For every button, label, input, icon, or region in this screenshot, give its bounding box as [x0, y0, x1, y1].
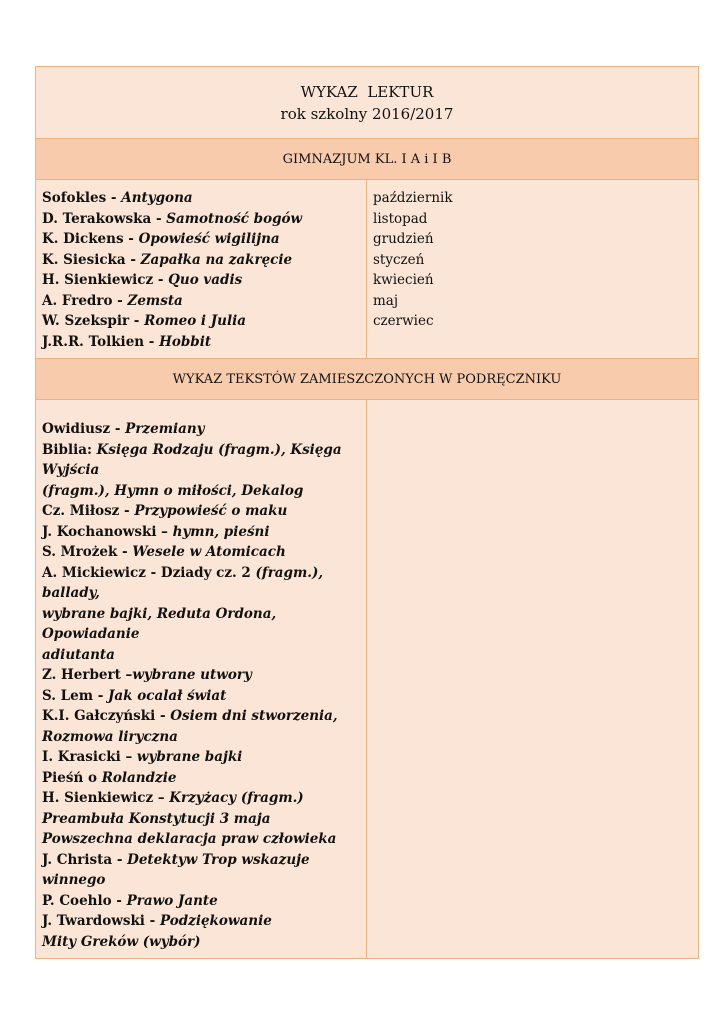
list-item [42, 706, 360, 727]
work-title: (fragm.), Hymn o miłości, Dekalog [42, 482, 304, 499]
document-title: WYKAZ LEKTUR [300, 82, 434, 101]
textbook-row [36, 400, 698, 958]
work-title: Romeo i Julia [144, 313, 246, 329]
work-title: Krzyżacy (fragm.) [169, 790, 304, 806]
work-title: Mity Greków (wybór) [42, 933, 201, 950]
school-year: rok szkolny 2016/2017 [280, 104, 454, 123]
work-title: Przemiany [125, 421, 205, 437]
title-block [36, 67, 698, 139]
author: H. Sienkiewicz – [42, 790, 170, 806]
list-item [42, 209, 360, 230]
list-item [42, 768, 360, 789]
author: Owidiusz - [42, 421, 126, 437]
readings-list [36, 180, 367, 358]
author: J.R.R. Tolkien - [42, 333, 160, 350]
list-item [42, 332, 360, 353]
work-title: adiutanta [42, 646, 115, 663]
list-item [42, 542, 360, 563]
work-title: Rozmowa liryczna [42, 728, 178, 745]
list-item [42, 850, 360, 891]
author: K. Dickens - [42, 231, 139, 247]
list-item [42, 291, 360, 312]
author: K. Siesicka - [42, 251, 141, 268]
author: Biblia: [42, 441, 97, 458]
work-title: Księga Rodzaju (fragm.), Księga Wyjścia [42, 441, 342, 478]
work-title: Powszechna deklaracja praw człowieka [42, 831, 337, 847]
month-item: maj [373, 292, 399, 309]
author: S. Mrożek - [42, 544, 133, 560]
month-item: październik [373, 190, 453, 206]
list-item [42, 829, 360, 850]
list-item [42, 311, 360, 332]
list-item [42, 788, 360, 809]
list-item [42, 747, 360, 768]
month-item: styczeń [373, 251, 425, 268]
work-title: (fragm.), ballady, [42, 564, 324, 601]
list-item [42, 481, 360, 502]
work-title: Samotność bogów [166, 210, 303, 227]
list-item [42, 501, 360, 522]
work-title: wybrane bajki [136, 749, 243, 765]
list-item [42, 440, 360, 481]
month-item: listopad [373, 210, 428, 227]
work-title: Quo vadis [168, 272, 243, 288]
textbook-heading: WYKAZ TEKSTÓW ZAMIESZCZONYCH W PODRĘCZNIKU [36, 359, 698, 400]
author: S. Lem - [42, 687, 109, 704]
author: J. Twardowski - [42, 913, 160, 929]
author: Z. Herbert – [42, 667, 133, 683]
work-title: Osiem dni stworzenia, [170, 708, 338, 724]
author: Pieśń o [42, 769, 102, 786]
work-title: wybrane utwory [132, 667, 252, 683]
list-item [42, 645, 360, 666]
readings-row [36, 180, 698, 359]
class-heading: GIMNAZJUM KL. I A i I B [36, 139, 698, 180]
month-item: kwiecień [373, 272, 434, 288]
author: J. Kochanowski – [42, 523, 173, 540]
list-item [42, 665, 360, 686]
textbook-list [36, 400, 367, 958]
month-item: grudzień [373, 231, 434, 247]
author: A. Fredro - [42, 292, 128, 309]
work-title: Wesele w Atomicach [132, 544, 286, 560]
list-item [42, 891, 360, 912]
list-item [42, 419, 360, 440]
list-item [42, 563, 360, 604]
work-title: Prawo Jante [126, 892, 218, 909]
work-title: Rolandzie [101, 769, 177, 786]
work-title: Zapałka na zakręcie [140, 251, 293, 268]
list-item [42, 911, 360, 932]
work-title: Jak ocalał świat [108, 687, 227, 704]
work-title: Hobbit [159, 333, 212, 350]
list-item [42, 686, 360, 707]
work-title: Preambuła Konstytucji 3 maja [42, 810, 271, 827]
work-title: Antygona [121, 190, 193, 206]
months-list [367, 180, 698, 358]
work-title: Podziękowanie [159, 913, 272, 929]
list-item [42, 229, 360, 250]
list-item [42, 932, 360, 953]
author: I. Krasicki – [42, 749, 137, 765]
month-item: czerwiec [373, 313, 434, 329]
work-title: Detektyw Trop wskazuje winnego [42, 851, 310, 888]
author: P. Coehlo - [42, 892, 127, 909]
empty-cell [367, 400, 698, 958]
list-item [42, 727, 360, 748]
author: H. Sienkiewicz - [42, 272, 169, 288]
author: Sofokles - [42, 190, 122, 206]
list-item [42, 250, 360, 271]
author: Cz. Miłosz - [42, 503, 135, 519]
work-title: Przypowieść o maku [134, 503, 288, 519]
author: K.I. Gałczyński - [42, 708, 171, 724]
work-title: Zemsta [127, 292, 183, 309]
list-item [42, 604, 360, 645]
list-item [42, 809, 360, 830]
work-title: wybrane bajki, Reduta Ordona, Opowiadanie [42, 605, 277, 642]
list-item [42, 522, 360, 543]
work-title: hymn, pieśni [172, 523, 270, 540]
author: A. Mickiewicz - Dziady cz. 2 [42, 564, 256, 581]
author: J. Christa - [42, 851, 128, 868]
author: D. Terakowska - [42, 210, 167, 227]
work-title: Opowieść wigilijna [138, 231, 280, 247]
list-item [42, 270, 360, 291]
reading-list-table [35, 66, 699, 959]
list-item [42, 188, 360, 209]
author: W. Szekspir - [42, 313, 145, 329]
